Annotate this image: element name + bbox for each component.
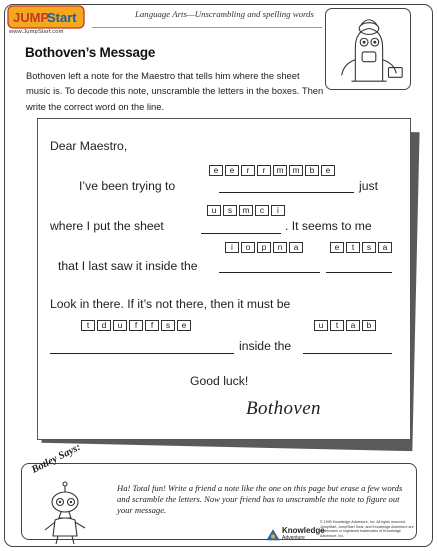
letter-tile: c xyxy=(255,205,269,216)
letter-tile: s xyxy=(161,320,175,331)
letter-signature: Bothoven xyxy=(246,398,321,419)
letter-tile: r xyxy=(241,165,255,176)
letter-tile: u xyxy=(207,205,221,216)
letter-line2-before: where I put the sheet xyxy=(50,219,164,233)
letter-line2-after: . It seems to me xyxy=(285,219,372,233)
letter-tile: u xyxy=(314,320,328,331)
answer-line-4[interactable] xyxy=(326,272,392,273)
letter-tile: f xyxy=(129,320,143,331)
letter-tile: s xyxy=(362,242,376,253)
answer-line-6[interactable] xyxy=(303,353,392,354)
jumpstart-logo xyxy=(7,5,85,32)
letter-tile: i xyxy=(271,205,285,216)
letter-tile: n xyxy=(273,242,287,253)
letter-tile: b xyxy=(305,165,319,176)
letter-line5-middle: inside the xyxy=(239,339,292,353)
letter-tile: e xyxy=(225,165,239,176)
letter-tile: d xyxy=(97,320,111,331)
tiles-stuffed xyxy=(81,320,191,331)
letter-tile: t xyxy=(346,242,360,253)
letter-tile: s xyxy=(223,205,237,216)
letter-tile: e xyxy=(177,320,191,331)
publisher-sub: Adventure xyxy=(282,534,305,541)
letter-tile: i xyxy=(225,242,239,253)
letter-tile: r xyxy=(257,165,271,176)
letter-line1-before: I’ve been trying to xyxy=(79,179,176,193)
letter-line4: Look in there. If it’s not there, then it must be xyxy=(50,297,291,311)
tiles-tuba xyxy=(314,320,376,331)
answer-line-1[interactable] xyxy=(219,192,354,193)
letter-tile: b xyxy=(362,320,376,331)
letter-line1-after: just xyxy=(359,179,378,193)
brand-line1: JUMP xyxy=(13,10,50,25)
letter-tile: o xyxy=(241,242,255,253)
tiles-music xyxy=(207,205,285,216)
letter-tile: a xyxy=(378,242,392,253)
tiles-seat xyxy=(330,242,392,253)
letter-tile: f xyxy=(145,320,159,331)
letter-tile: a xyxy=(346,320,360,331)
tiles-piano xyxy=(225,242,303,253)
publisher-name: Knowledge xyxy=(282,526,325,535)
letter-tile: u xyxy=(113,320,127,331)
letter-tile: p xyxy=(257,242,271,253)
botley-says-label: Botley Says: xyxy=(30,441,83,476)
letter-greeting: Dear Maestro, xyxy=(50,139,128,153)
letter-tile: e xyxy=(321,165,335,176)
letter-tile: e xyxy=(209,165,223,176)
letter-tile: m xyxy=(239,205,253,216)
letter-tile: a xyxy=(289,242,303,253)
letter-tile: m xyxy=(273,165,287,176)
knowledge-adventure-mark-icon xyxy=(266,529,280,541)
letter-tile: e xyxy=(330,242,344,253)
bothoven-illustration xyxy=(325,8,411,90)
header-divider xyxy=(92,27,322,28)
knowledge-adventure-logo xyxy=(266,527,325,542)
tiles-remember xyxy=(209,165,335,176)
answer-line-2[interactable] xyxy=(201,233,281,234)
subject-label: Language Arts—Unscrambling and spelling words xyxy=(135,9,314,19)
letter-tile: m xyxy=(289,165,303,176)
copyright-text: © 1995 Knowledge Adventure, Inc. All rights reserved. JumpStart, JumpStart Gear, and Knowledge Adventure are trademarks or registered trademarks of Knowledge Adventure, Inc. xyxy=(320,520,414,538)
letter-tile: t xyxy=(330,320,344,331)
worksheet-instructions: Bothoven left a note for the Maestro that tells him where the sheet music is. To decode this note, unscramble the letters in the boxes. Then write the correct word on the line. xyxy=(26,70,324,112)
site-url[interactable]: www.JumpStart.com xyxy=(9,29,64,35)
answer-line-3[interactable] xyxy=(219,272,320,273)
brand-line2: Start xyxy=(47,10,77,25)
worksheet-title: Bothoven’s Message xyxy=(25,45,156,60)
letter-line3-before: that I last saw it inside the xyxy=(58,259,198,273)
letter-closing: Good luck! xyxy=(190,374,249,388)
letter-tile: t xyxy=(81,320,95,331)
tip-text: Ha! Total fun! Write a friend a note like the one on this page but erase a few words and scramble the letters. Now your friend has to unscramble the note to figure out your message. xyxy=(117,483,403,515)
answer-line-5[interactable] xyxy=(50,353,234,354)
